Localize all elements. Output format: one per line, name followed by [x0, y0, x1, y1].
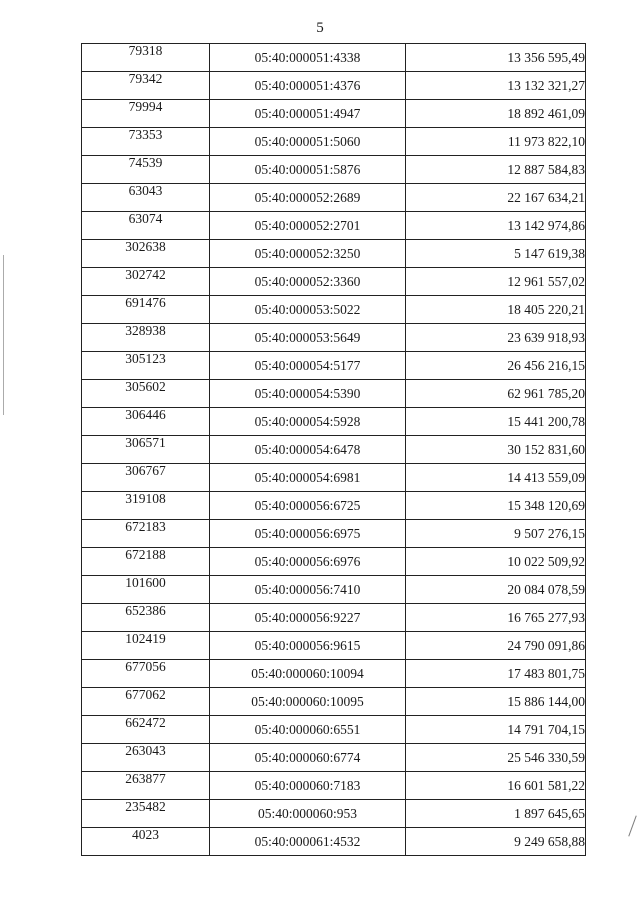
object-id-cell: 306446 [82, 408, 210, 436]
object-id-cell: 306571 [82, 436, 210, 464]
table-row [82, 800, 586, 828]
cadastral-value-cell: 1 897 645,65 [406, 800, 586, 828]
cadastral-number-cell: 05:40:000056:6975 [210, 520, 406, 548]
cadastral-value-cell: 25 546 330,59 [406, 744, 586, 772]
table-row [82, 296, 586, 324]
table-row [82, 492, 586, 520]
cadastral-value-cell: 13 142 974,86 [406, 212, 586, 240]
table-row [82, 128, 586, 156]
cadastral-value-cell: 13 132 321,27 [406, 72, 586, 100]
table-row [82, 604, 586, 632]
cadastral-value-cell: 16 601 581,22 [406, 772, 586, 800]
cadastral-number-cell: 05:40:000053:5649 [210, 324, 406, 352]
cadastral-value-cell: 5 147 619,38 [406, 240, 586, 268]
table-body [82, 44, 586, 856]
object-id-cell: 652386 [82, 604, 210, 632]
cadastral-value-cell: 15 441 200,78 [406, 408, 586, 436]
object-id-cell: 306767 [82, 464, 210, 492]
object-id-cell: 263877 [82, 772, 210, 800]
scan-mark-left [3, 255, 4, 415]
cadastral-number-cell: 05:40:000056:7410 [210, 576, 406, 604]
cadastral-value-cell: 15 886 144,00 [406, 688, 586, 716]
object-id-cell: 677056 [82, 660, 210, 688]
cadastral-number-cell: 05:40:000061:4532 [210, 828, 406, 856]
cadastral-value-cell: 11 973 822,10 [406, 128, 586, 156]
table-row [82, 688, 586, 716]
cadastral-number-cell: 05:40:000054:5390 [210, 380, 406, 408]
cadastral-number-cell: 05:40:000054:6478 [210, 436, 406, 464]
cadastral-number-cell: 05:40:000052:3360 [210, 268, 406, 296]
table-row [82, 380, 586, 408]
table-row [82, 408, 586, 436]
cadastral-value-cell: 22 167 634,21 [406, 184, 586, 212]
cadastral-value-cell: 18 892 461,09 [406, 100, 586, 128]
cadastral-number-cell: 05:40:000056:9615 [210, 632, 406, 660]
cadastral-number-cell: 05:40:000051:4376 [210, 72, 406, 100]
object-id-cell: 319108 [82, 492, 210, 520]
table-row [82, 72, 586, 100]
cadastral-number-cell: 05:40:000060:6774 [210, 744, 406, 772]
table-row [82, 268, 586, 296]
table-row [82, 464, 586, 492]
table-row [82, 100, 586, 128]
cadastral-number-cell: 05:40:000051:4338 [210, 44, 406, 72]
object-id-cell: 677062 [82, 688, 210, 716]
cadastral-number-cell: 05:40:000052:2689 [210, 184, 406, 212]
cadastral-value-cell: 14 791 704,15 [406, 716, 586, 744]
table-row [82, 772, 586, 800]
object-id-cell: 305602 [82, 380, 210, 408]
cadastral-value-cell: 24 790 091,86 [406, 632, 586, 660]
cadastral-number-cell: 05:40:000060:6551 [210, 716, 406, 744]
table-row [82, 184, 586, 212]
table-row [82, 520, 586, 548]
object-id-cell: 73353 [82, 128, 210, 156]
cadastral-number-cell: 05:40:000052:3250 [210, 240, 406, 268]
cadastral-number-cell: 05:40:000052:2701 [210, 212, 406, 240]
cadastral-number-cell: 05:40:000053:5022 [210, 296, 406, 324]
cadastral-number-cell: 05:40:000060:7183 [210, 772, 406, 800]
cadastral-value-cell: 14 413 559,09 [406, 464, 586, 492]
object-id-cell: 328938 [82, 324, 210, 352]
object-id-cell: 79342 [82, 72, 210, 100]
cadastral-number-cell: 05:40:000056:6976 [210, 548, 406, 576]
object-id-cell: 101600 [82, 576, 210, 604]
table-row [82, 744, 586, 772]
cadastral-value-cell: 9 249 658,88 [406, 828, 586, 856]
table-row [82, 576, 586, 604]
table-row [82, 828, 586, 856]
scan-mark-right [628, 815, 636, 836]
cadastral-number-cell: 05:40:000056:6725 [210, 492, 406, 520]
cadastral-value-cell: 17 483 801,75 [406, 660, 586, 688]
cadastral-value-cell: 26 456 216,15 [406, 352, 586, 380]
object-id-cell: 263043 [82, 744, 210, 772]
cadastral-value-cell: 12 961 557,02 [406, 268, 586, 296]
cadastral-value-cell: 12 887 584,83 [406, 156, 586, 184]
cadastral-number-cell: 05:40:000060:953 [210, 800, 406, 828]
object-id-cell: 302742 [82, 268, 210, 296]
table-row [82, 632, 586, 660]
cadastral-value-cell: 15 348 120,69 [406, 492, 586, 520]
object-id-cell: 662472 [82, 716, 210, 744]
table-row [82, 212, 586, 240]
object-id-cell: 672188 [82, 548, 210, 576]
object-id-cell: 672183 [82, 520, 210, 548]
cadastral-value-cell: 13 356 595,49 [406, 44, 586, 72]
cadastral-value-cell: 23 639 918,93 [406, 324, 586, 352]
cadastral-value-cell: 62 961 785,20 [406, 380, 586, 408]
cadastral-value-table [81, 43, 586, 856]
cadastral-value-cell: 20 084 078,59 [406, 576, 586, 604]
cadastral-number-cell: 05:40:000051:5060 [210, 128, 406, 156]
object-id-cell: 79994 [82, 100, 210, 128]
object-id-cell: 691476 [82, 296, 210, 324]
table-row [82, 156, 586, 184]
object-id-cell: 305123 [82, 352, 210, 380]
cadastral-number-cell: 05:40:000060:10094 [210, 660, 406, 688]
cadastral-number-cell: 05:40:000051:5876 [210, 156, 406, 184]
cadastral-number-cell: 05:40:000060:10095 [210, 688, 406, 716]
table-row [82, 324, 586, 352]
table-row [82, 240, 586, 268]
object-id-cell: 63043 [82, 184, 210, 212]
cadastral-value-cell: 16 765 277,93 [406, 604, 586, 632]
object-id-cell: 302638 [82, 240, 210, 268]
table-row [82, 352, 586, 380]
table-row [82, 716, 586, 744]
table-row [82, 548, 586, 576]
object-id-cell: 4023 [82, 828, 210, 856]
cadastral-number-cell: 05:40:000056:9227 [210, 604, 406, 632]
cadastral-value-cell: 9 507 276,15 [406, 520, 586, 548]
object-id-cell: 63074 [82, 212, 210, 240]
cadastral-value-cell: 30 152 831,60 [406, 436, 586, 464]
cadastral-number-cell: 05:40:000054:5177 [210, 352, 406, 380]
object-id-cell: 102419 [82, 632, 210, 660]
cadastral-number-cell: 05:40:000054:6981 [210, 464, 406, 492]
object-id-cell: 79318 [82, 44, 210, 72]
table-row [82, 436, 586, 464]
table-row [82, 660, 586, 688]
object-id-cell: 74539 [82, 156, 210, 184]
cadastral-value-cell: 18 405 220,21 [406, 296, 586, 324]
object-id-cell: 235482 [82, 800, 210, 828]
page-number: 5 [316, 20, 324, 36]
table-row [82, 44, 586, 72]
cadastral-number-cell: 05:40:000051:4947 [210, 100, 406, 128]
cadastral-value-cell: 10 022 509,92 [406, 548, 586, 576]
cadastral-number-cell: 05:40:000054:5928 [210, 408, 406, 436]
